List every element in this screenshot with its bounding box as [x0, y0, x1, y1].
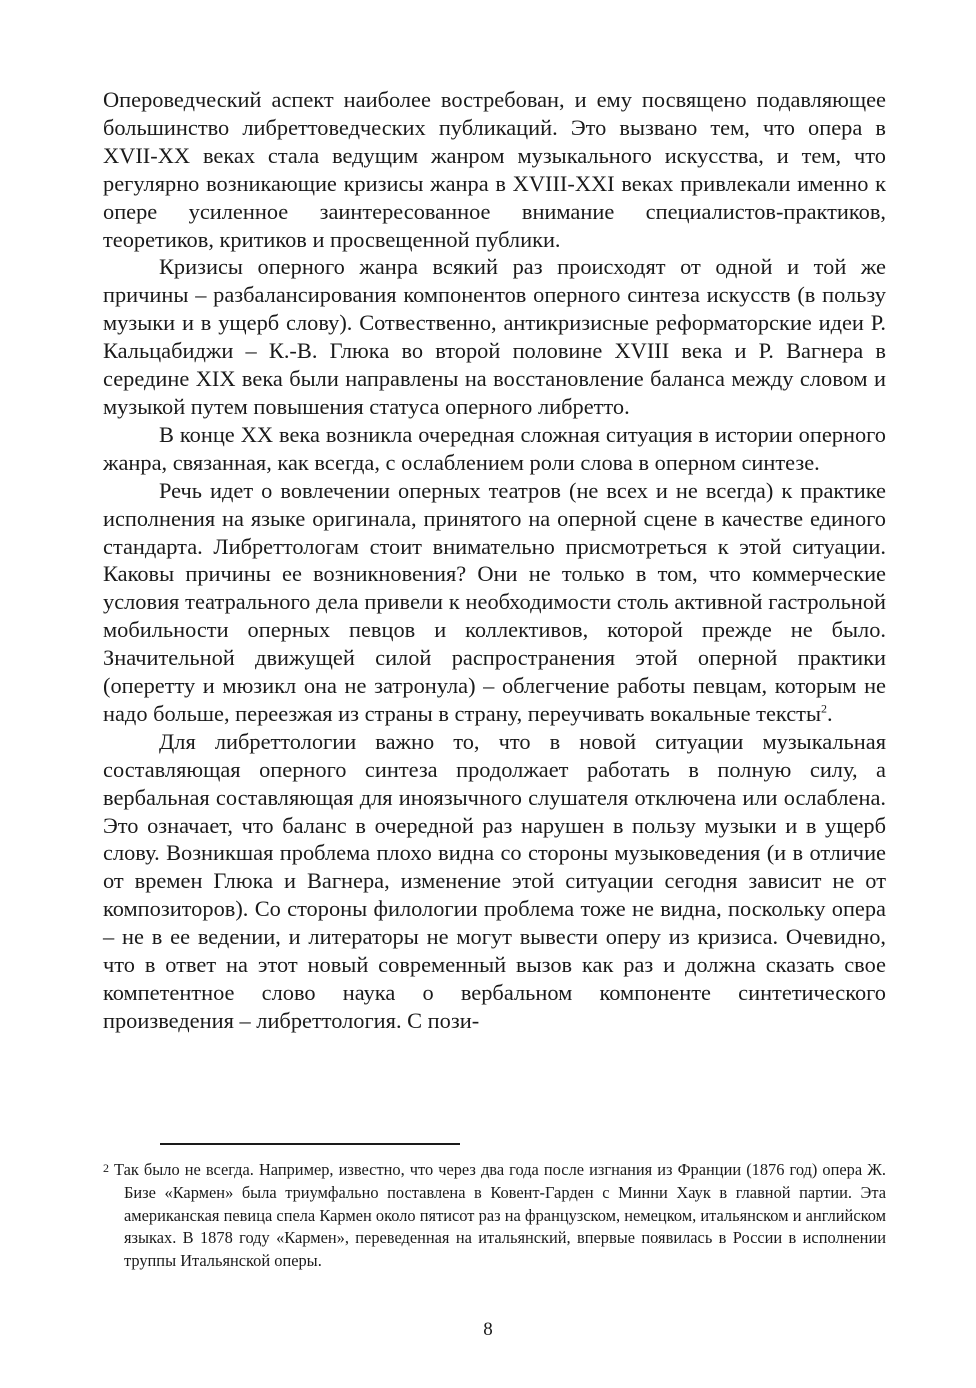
- paragraph-2: Кризисы оперного жанра всякий раз происходят от одной и той же причины – разбалансирования компонентов оперного синтеза искусств (в пользу музыки и в ущерб слову). Сотвественно, антикризисные реформаторские идеи Р. Кальцабиджи – К.-В. Глюка во второй половине XVIII века и Р. Вагнера в середине XIX века были направлены на восстановление баланса между словом и музыкой путем повышения статуса оперного либретто.: [103, 254, 886, 419]
- footnote-separator: [160, 1143, 460, 1145]
- paragraph-5: Для либреттологии важно то, что в новой ситуации музыкальная составляющая оперного синтеза продолжает работать в полную силу, а вербальная составляющая для иноязычного слушателя отключена или ослаблена. Это означает, что баланс в очередной раз нарушен в пользу музыки и в ущерб слову. Возникшая проблема плохо видна со стороны музыковедения (и в отличие от времен Глюка и Вагнера, изменение этой ситуации сегодня зависит не от композиторов). Со стороны филологии проблема тоже не видна, поскольку опера – не в ее ведении, и литераторы не могут вывести оперу из кризиса. Очевидно, что в ответ на этот новый современный вызов как раз и должна сказать свое компетентное слово наука о вербальном компоненте синтетического произведения – либреттология. С пози-: [103, 728, 886, 1033]
- footnote-mark: 2: [103, 1161, 109, 1175]
- main-text: [103, 86, 886, 1035]
- paragraph-3: В конце XX века возникла очередная сложная ситуация в истории оперного жанра, связанная, как всегда, с ослаблением роли слова в оперном синтезе.: [103, 421, 886, 475]
- paragraph-4-tail: .: [827, 700, 833, 726]
- footnote-text: Так было не всегда. Например, известно, что через два года после изгнания из Франции (1876 год) опера Ж. Бизе «Кармен» была триумфально поставлена в Ковент-Гарден с Минни Хаук в главной партии. Эта американская певица спела Кармен около пятисот раз на французском, немецком, итальянском и английском языках. В 1878 году «Кармен», переведенная на итальянский, впервые появилась в России в исполнении труппы Итальянской оперы.: [114, 1160, 886, 1271]
- paragraph-1: Оперoведческий аспект наиболее востребован, и ему посвящено подавляющее большинство либреттоведческих публикаций. Это вызвано тем, что опера в XVII-XX веках стала ведущим жанром музыкального искусства, и тем, что регулярно возникающие кризисы жанра в XVIII-XXI веках привлекали именно к опере усиленное заинтересованное внимание специалистов-практиков, теоретиков, критиков и просвещенной публики.: [103, 87, 886, 252]
- paragraph-4-text: Речь идет о вовлечении оперных театров (не всех и не всегда) к практике исполнения на языке оригинала, принятого на оперной сцене в качестве единого стандарта. Либреттологам стоит внимательно присмотреться к этой ситуации. Каковы причины ее возникновения? Они не только в том, что коммерческие условия театрального дела привели к необходимости столь активной гастрольной мобильности оперных певцов и коллективов, которой прежде не было. Значительной движущей силой распространения этой оперной практики (оперетту и мюзикл она не затронула) – облегчение работы певцам, которым не надо больше, переезжая из страны в страну, переучивать вокальные тексты: [103, 477, 886, 726]
- page-number: 8: [483, 1319, 493, 1340]
- footnote: [103, 1157, 886, 1273]
- paragraph-4: [103, 477, 886, 728]
- footnote-reference[interactable]: 2: [821, 701, 827, 716]
